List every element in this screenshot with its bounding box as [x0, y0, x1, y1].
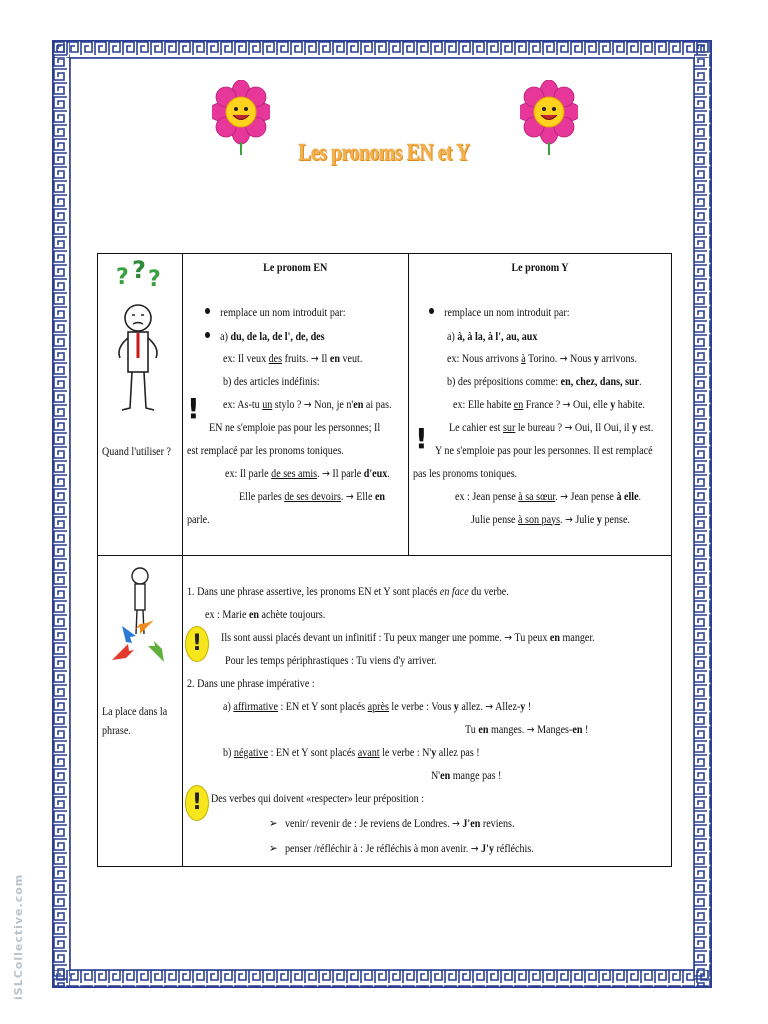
- y-header: Le pronom Y: [511, 260, 569, 274]
- warning-icon: !: [185, 785, 209, 821]
- en-header: Le pronom EN: [263, 260, 328, 274]
- svg-text:?: ?: [132, 258, 146, 284]
- bullet: [205, 332, 210, 338]
- bullet-arrow-icon: ➢: [269, 841, 278, 855]
- row-label-cell: [98, 254, 183, 556]
- placement-cell: 1. Dans une phrase assertive, les pronoms EN et Y sont placés en face du verbe. ex : Marie en achète toujours. ! Ils sont aussi placés devant un infinitif : Tu peux manger une pomme. → Tu peux en manger. Pour les temps périphrastiques : Tu viens d'y arriver. 2. Dans une phrase impérative : a) affirmative : EN et Y sont placés après le verbe : Vous y allez. → Allez-y ! Tu en manges. → Manges-en ! b) négative : EN et Y sont placés avant le verbe : N'y allez pas ! N'en mange pas ! ! Des verbes qui doivent «respecter» leur préposition : ➢ venir/ revenir de : Je reviens de Londres. → J'en reviens. ➢ penser /réfléchir à : Je réfléchis à mon avenir. → J'y réfléchis.: [183, 556, 672, 867]
- exclamation-icon: !: [187, 391, 200, 425]
- svg-text:?: ?: [148, 267, 161, 292]
- confused-person-icon: [102, 258, 172, 418]
- arrow-icon: →: [470, 842, 479, 855]
- arrow-icon: →: [565, 512, 573, 526]
- en-cell: Le pronom EN remplace un nom introduit par: a) du, de la, de l', de, des ex: Il veux des fruits. → Il en veut. b) des articles indéfinis: ex: As-tu un stylo ? → Non, je n'en ai pas. ! EN ne s'emploie pas pour les personnes; Il est remplacé par les pronoms toniques. ex: Il parle de ses amis. → Il parle d'eux. Elle parles de ses devoirs. → Elle en parle.: [183, 254, 409, 556]
- arrow-icon: →: [564, 420, 573, 434]
- arrow-icon: →: [485, 700, 494, 713]
- directions-person-icon: [104, 564, 174, 682]
- watermark: iSLCollective.com: [12, 873, 25, 1000]
- arrow-icon: →: [504, 631, 513, 644]
- arrow-icon: →: [560, 489, 569, 503]
- arrow-icon: →: [452, 817, 460, 830]
- arrow-icon: →: [526, 723, 535, 736]
- arrow-icon: →: [303, 397, 312, 411]
- exclamation-icon: !: [415, 421, 428, 455]
- warning-icon: !: [185, 626, 209, 662]
- bullet: [205, 308, 210, 314]
- row-label-cell: La place dans la phrase.: [98, 556, 183, 867]
- grammar-table: [97, 253, 672, 867]
- row-label: Quand l'utiliser ?: [102, 444, 172, 458]
- bullet-arrow-icon: ➢: [269, 816, 278, 830]
- bullet: [429, 308, 434, 314]
- arrow-icon: →: [310, 351, 319, 365]
- arrow-icon: →: [345, 489, 354, 503]
- y-cell: Le pronom Y remplace un nom introduit par: a) à, à la, à l', au, aux ex: Nous arrivons à Torino. → Nous y arrivons. b) des prépositions comme: en, chez, dans, sur. ex: Elle habite en France ? → Oui, elle y habite. Le cahier est sur le bureau ? → Oui, Il Oui, il y est. ! Y ne s'emploie pas pour les personnes. Il est remplacé pas les pronoms toniques. ex : Jean pense à sa sœur. → Jean pense à elle. Julie pense à son pays. → Julie y pense.: [409, 254, 672, 556]
- page-title: Les pronoms EN et Y: [298, 140, 470, 166]
- arrow-icon: →: [322, 466, 330, 480]
- arrow-icon: →: [562, 397, 571, 411]
- arrow-icon: →: [559, 351, 568, 365]
- svg-text:?: ?: [116, 265, 129, 290]
